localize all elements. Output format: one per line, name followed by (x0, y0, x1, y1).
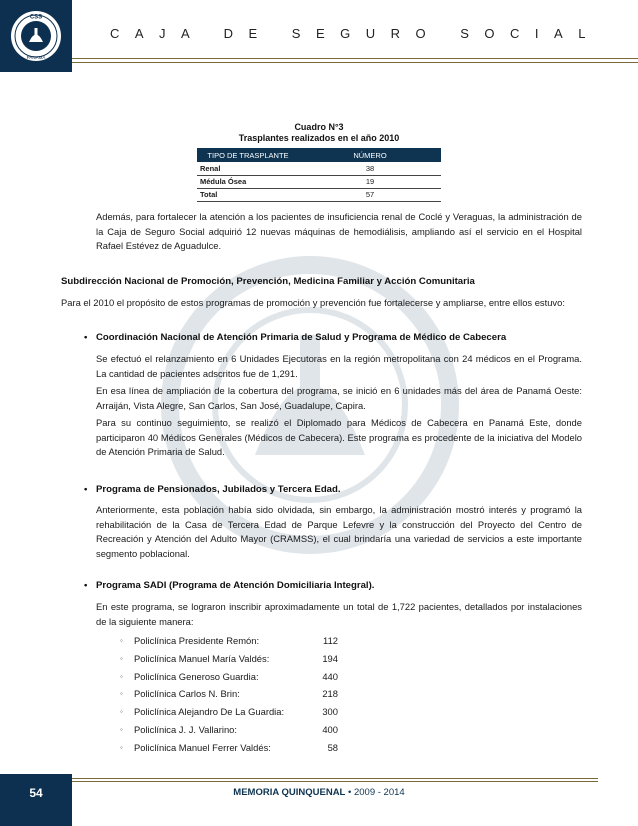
footer-years: 2009 - 2014 (353, 787, 405, 798)
list-item (120, 685, 350, 703)
clinic-name: Policlínica Carlos N. Brin: (134, 688, 240, 700)
clinic-value: 58 (327, 741, 338, 753)
list-marker: ◦ (120, 636, 123, 645)
table-cell-type: Renal (197, 162, 299, 175)
list-item (120, 703, 350, 721)
table-cell-type: Médula Ósea (197, 175, 299, 188)
clinic-name: Policlínica Generoso Guardia: (134, 670, 259, 682)
clinic-name: Policlínica J. J. Vallarino: (134, 723, 237, 735)
footer-title (0, 787, 638, 798)
header-title: CAJA DE SEGURO SOCIAL (110, 26, 601, 41)
list-item (120, 632, 350, 650)
table-cell-number: 19 (299, 175, 441, 188)
table-row (197, 175, 441, 188)
page-header (0, 0, 638, 72)
bullet-heading-pensioners (84, 484, 341, 495)
page-number: 54 (29, 786, 43, 800)
clinic-name: Policlínica Presidente Remón: (134, 635, 260, 646)
list-item (120, 650, 350, 668)
clinic-value: 300 (322, 706, 338, 718)
bullet-marker: • (84, 332, 88, 343)
clinic-value: 218 (322, 688, 338, 700)
list-marker: ◦ (120, 724, 123, 734)
header-rule (72, 58, 638, 59)
page-number-box (0, 774, 72, 826)
column-header-type: TIPO DE TRASPLANTE (197, 148, 299, 162)
table-cell-number: 57 (299, 188, 441, 201)
clinic-value: 112 (323, 635, 338, 646)
clinic-list (120, 632, 350, 757)
footer-rule (72, 778, 598, 779)
paragraph: Se efectuó el relanzamiento en 6 Unidades Ejecutoras en la región metropolitana con 24 médicos en el Programa. La cantidad de pacientes adscritos fue de 1,291. (96, 353, 582, 379)
clinic-value: 440 (322, 670, 338, 682)
column-header-number: NÚMERO (299, 148, 441, 162)
intro-paragraph: Además, para fortalecer la atención a los pacientes de insuficiencia renal de Coclé y Veraguas, la administración de la Caja de Seguro Social adquirió 12 nuevas máquinas de hemodiálisis, ampliando así el servicio en el Hospital Rafael Estévez de Aguadulce. (96, 211, 582, 252)
clinic-name: Policlínica Manuel María Valdés: (134, 652, 270, 664)
bullet-title: Coordinación Nacional de Atención Primaria de Salud y Programa de Médico de Cabecera (96, 332, 507, 343)
bullet-title: Programa de Pensionados, Jubilados y Tercera Edad. (96, 484, 341, 495)
table-row (197, 188, 441, 201)
paragraph: Para su continuo seguimiento, se realizó el Diplomado para Médicos de Cabecera en Panamá Este, donde participaron 40 Médicos Generales (Médicos de Cabecera). Este programa es procedente de la iniciativa del Modelo de Atención Primaria de Salud. (96, 417, 582, 458)
transplant-table (197, 148, 441, 202)
paragraph: Anteriormente, esta población había sido olvidada, sin embargo, la administración mostró interés y programó la rehabilitación de la Casa de Tercera Edad de Parque Lefevre y la construcción del Proyecto del Centro de Recreación y Atención del Adulto Mayor (CRAMSS), el cual brindaría una variedad de servicios a este importante segmento poblacional. (96, 504, 582, 559)
svg-text:PANAMÁ: PANAMÁ (26, 55, 46, 60)
table-header-row (197, 148, 441, 162)
header-rule (72, 62, 638, 63)
list-marker: ◦ (120, 653, 123, 663)
footer-rule (72, 781, 598, 782)
list-item (120, 739, 350, 757)
bullet-marker: • (84, 484, 88, 495)
list-marker: ◦ (120, 671, 123, 681)
clinic-value: 194 (322, 652, 338, 664)
clinic-name: Policlínica Manuel Ferrer Valdés: (134, 741, 271, 753)
footer-separator: • (348, 787, 352, 798)
list-item (120, 721, 350, 739)
section-lead-paragraph: Para el 2010 el propósito de estos programas de promoción y prevención fue fortalecerse y ampliarse, entre ellos estuvo: (61, 297, 565, 308)
list-marker: ◦ (120, 689, 123, 699)
list-marker: ◦ (120, 707, 123, 717)
list-item (120, 668, 350, 686)
table-caption-number: Cuadro N°3 (294, 122, 344, 132)
bullet-heading-sadi (84, 580, 374, 591)
table-cell-number: 38 (299, 162, 441, 175)
footer-title-bold: MEMORIA QUINQUENAL (233, 787, 346, 798)
table-row (197, 162, 441, 175)
paragraph: En esa línea de ampliación de la cobertura del programa, se inició en 6 unidades más del área de Panamá Oeste: Arraiján, Vista Alegre, San Carlos, San José, Guadalupe, Capira. (96, 385, 582, 411)
clinic-value: 400 (322, 723, 338, 735)
svg-text:CSS: CSS (29, 14, 43, 21)
clinic-name: Policlínica Alejandro De La Guardia: (134, 706, 285, 718)
list-marker: ◦ (120, 742, 123, 752)
bullet-heading-primary-care (84, 332, 506, 343)
bullet-title: Programa SADI (Programa de Atención Domiciliaria Integral). (96, 580, 375, 591)
section-title: Subdirección Nacional de Promoción, Prevención, Medicina Familiar y Acción Comunitaria (61, 276, 475, 287)
css-seal-logo-icon (9, 9, 63, 63)
table-caption-title: Trasplantes realizados en el año 2010 (238, 133, 400, 143)
bullet-marker: • (84, 580, 88, 591)
paragraph: En este programa, se lograron inscribir aproximadamente un total de 1,722 pacientes, detallados por instalaciones de la siguiente manera: (96, 601, 582, 627)
table-cell-type: Total (197, 188, 299, 201)
